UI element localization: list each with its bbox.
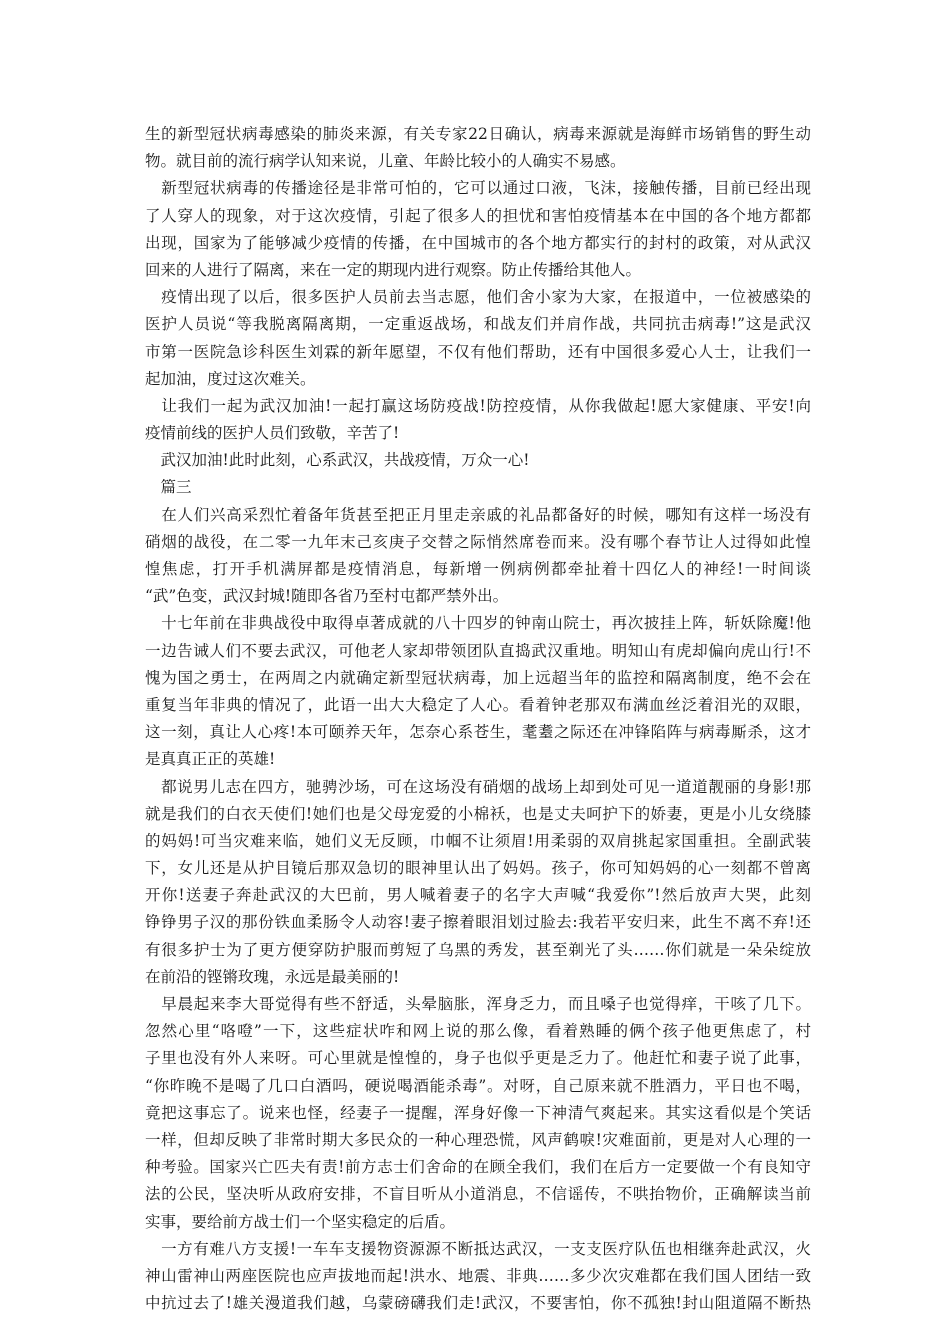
text-line: 篇三	[145, 478, 192, 497]
text-line: 新型冠状病毒的传播途径是非常可怕的，它可以通过口液，飞沫，接触传播，目前已经出现	[145, 179, 811, 198]
text-line: 武汉加油!此时此刻，心系武汉，共战疫情，万众一心!	[145, 451, 530, 470]
text-line: 十七年前在非典战役中取得卓著成就的八十四岁的钟南山院士，再次披挂上阵，斩妖除魔!他	[145, 614, 811, 633]
text-line: 种考验。国家兴亡匹夫有责!前方志士们舍命的在顾全我们，我们在后方一定要做一个有良知守	[145, 1158, 811, 1177]
text-line: 一方有难八方支援!一车车支援物资源源不断抵达武汉，一支支医疗队伍也相继奔赴武汉，火	[145, 1239, 811, 1258]
text-line: 回来的人进行了隔离，来在一定的期现内进行观察。防止传播给其他人。	[145, 260, 642, 279]
text-line: 实事，要给前方战士们一个坚实稳定的后盾。	[145, 1212, 456, 1231]
text-line: 有很多护士为了更方便穿防护服而剪短了乌黑的秀发，甚至剃光了头……你们就是一朵朵绽放	[145, 940, 811, 959]
text-line: 就是我们的白衣天使们!她们也是父母宠爱的小棉袄，也是丈夫呵护下的娇妻，更是小儿女绕膝	[145, 804, 811, 823]
text-line: 在人们兴高采烈忙着备年货甚至把正月里走亲戚的礼品都备好的时候，哪知有这样一场没有	[145, 505, 811, 524]
text-line: 出现，国家为了能够减少疫情的传播，在中国城市的各个地方都实行的封村的政策，对从武汉	[145, 233, 811, 252]
text-line: “你昨晚不是喝了几口白酒吗，硬说喝酒能杀毒”。对呀，自己原来就不胜酒力，平日也不喝，	[145, 1076, 811, 1095]
text-line: 起加油，度过这次难关。	[145, 369, 316, 388]
text-line: 早晨起来李大哥觉得有些不舒适，头晕脑胀，浑身乏力，而且嗓子也觉得痒，干咳了几下。	[145, 995, 811, 1013]
text-line: 竟把这事忘了。说来也怪，经妻子一提醒，浑身好像一下神清气爽起来。其实这看似是个笑话	[145, 1103, 811, 1122]
text-line: 硝烟的战役，在二零一九年末己亥庚子交替之际悄然席卷而来。没有哪个春节让人过得如此惶	[145, 532, 811, 551]
text-line: 了人穿人的现象，对于这次疫情，引起了很多人的担忧和害怕疫情基本在中国的各个地方都都	[145, 206, 811, 225]
text-line: “武”色变，武汉封城!随即各省乃至村屯都严禁外出。	[145, 587, 509, 606]
text-line: 一边告诫人们不要去武汉，可他老人家却带领团队直捣武汉重地。明知山有虎却偏向虎山行!不	[145, 641, 811, 660]
text-line: 是真真正正的英雄!	[145, 750, 276, 769]
text-line: 开你!送妻子奔赴武汉的大巴前，男人喊着妻子的名字大声喊“我爱你”!然后放声大哭，此刻	[145, 886, 811, 905]
text-line: 医护人员说“等我脱离隔离期，一定重返战场，和战友们并肩作战，共同抗击病毒!”这是武汉	[145, 315, 811, 334]
text-line: 重复当年非典的情况了，此语一出大大稳定了人心。看着钟老那双布满血丝泛着泪光的双眼，	[145, 695, 811, 714]
text-line: 愧为国之勇士，在两周之内就确定新型冠状病毒，加上远超当年的监控和隔离制度，绝不会在	[145, 668, 811, 687]
text-line: 物。就目前的流行病学认知来说，儿童、年龄比较小的人确实不易感。	[145, 152, 626, 171]
text-line: 下，女儿还是从护目镜后那双急切的眼神里认出了妈妈。孩子，你可知妈妈的心一刻都不曾离	[145, 859, 811, 878]
text-line: 忽然心里“咯噔”一下，这些症状咋和网上说的那么像，看着熟睡的俩个孩子他更焦虑了，村	[145, 1022, 811, 1041]
document-body	[145, 121, 811, 1317]
text-line: 这一刻，真让人心疼!本可颐养天年，怎奈心系苍生，耄耋之际还在冲锋陷阵与病毒厮杀，这才	[145, 723, 811, 742]
text-line: 都说男儿志在四方，驰骋沙场，可在这场没有硝烟的战场上却到处可见一道道靓丽的身影!那	[145, 777, 811, 796]
text-line: 子里也没有外人来呀。可心里就是惶惶的，身子也似乎更是乏力了。他赶忙和妻子说了此事，	[145, 1049, 811, 1068]
text-line: 让我们一起为武汉加油!一起打赢这场防疫战!防控疫情，从你我做起!愿大家健康、平安!向	[145, 396, 811, 415]
text-line: 疫情出现了以后，很多医护人员前去当志愿，他们舍小家为大家，在报道中，一位被感染的	[145, 288, 811, 307]
text-line: 生的新型冠状病毒感染的肺炎来源，有关专家22日确认，病毒来源就是海鲜市场销售的野生动	[145, 125, 811, 143]
text-line: 的妈妈!可当灾难来临，她们义无反顾，巾帼不让须眉!用柔弱的双肩挑起家国重担。全副武装	[145, 831, 811, 850]
text-line: 惶焦虑，打开手机满屏都是疫情消息，每新增一例病例都牵扯着十四亿人的神经!一时间谈	[145, 560, 811, 578]
text-line: 铮铮男子汉的那份铁血柔肠令人动容!妻子擦着眼泪划过脸去:我若平安归来，此生不离不弃!还	[145, 913, 811, 932]
text-line: 中抗过去了!雄关漫道我们越，乌蒙磅礴我们走!武汉，不要害怕，你不孤独!封山阻道隔不断热	[145, 1294, 811, 1313]
text-line: 疫情前线的医护人员们致敬，辛苦了!	[145, 424, 400, 443]
text-line: 一样，但却反映了非常时期大多民众的一种心理恐慌，风声鹤唳!灾难面前，更是对人心理的一	[145, 1130, 811, 1149]
text-line: 神山雷神山两座医院也应声拔地而起!洪水、地震、非典……多少次灾难都在我们国人团结一致	[145, 1266, 811, 1285]
text-line: 法的公民，坚决听从政府安排，不盲目听从小道消息，不信谣传，不哄抬物价，正确解读当前	[145, 1185, 811, 1204]
text-line: 市第一医院急诊科医生刘霖的新年愿望，不仅有他们帮助，还有中国很多爱心人士，让我们一	[145, 342, 811, 361]
text-line: 在前沿的铿锵玫瑰，永远是最美丽的!	[145, 967, 400, 986]
